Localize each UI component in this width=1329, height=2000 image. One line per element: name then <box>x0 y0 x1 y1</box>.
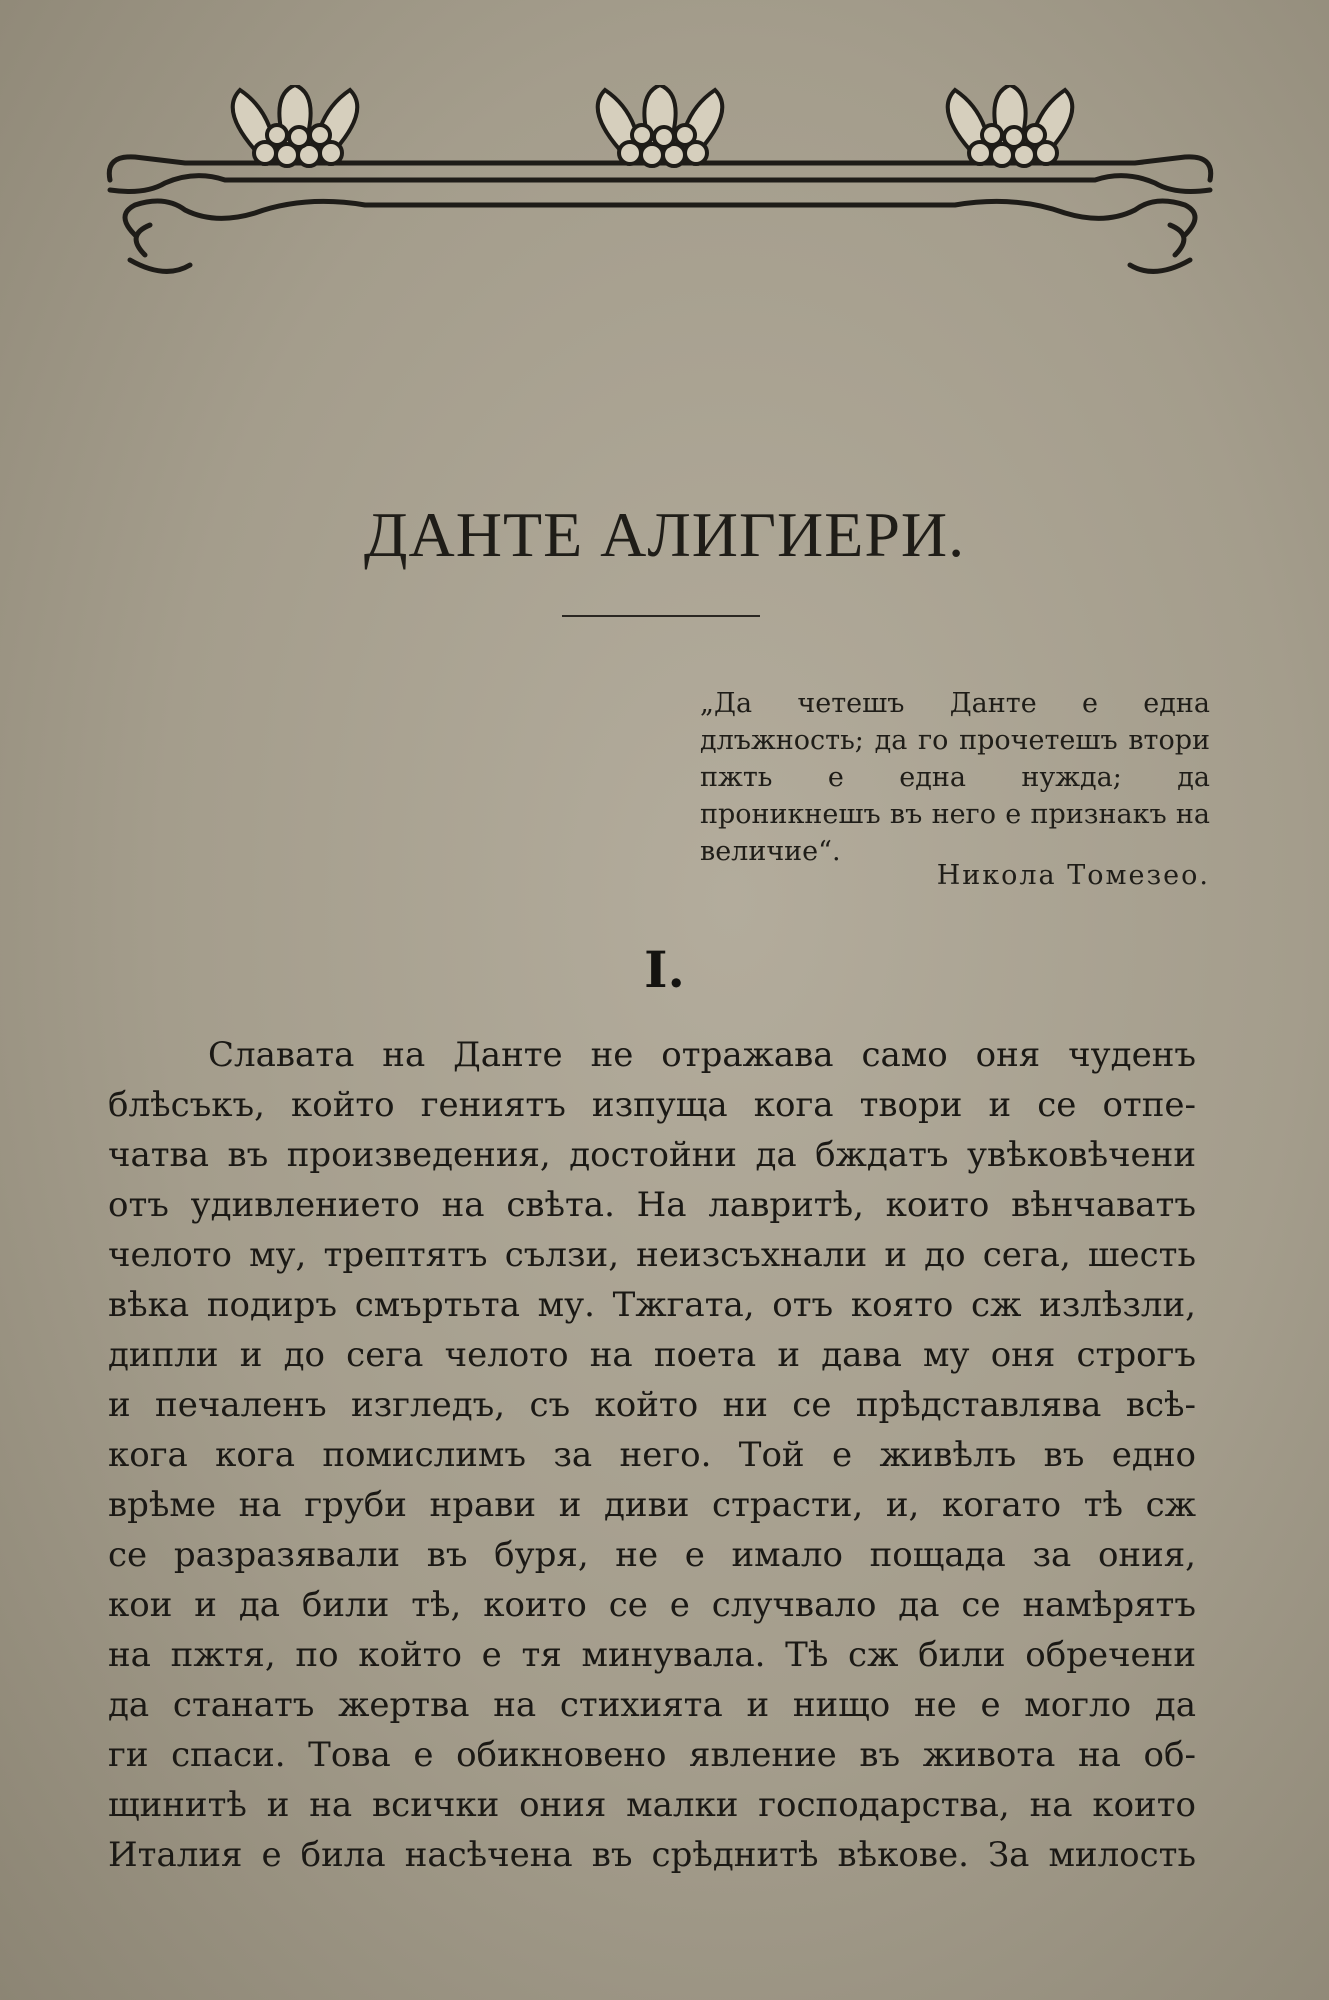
body-line: да станатъ жертва на стихията и нищо не е могло да <box>108 1685 1196 1725</box>
body-line: врѣме на груби нрави и диви страсти, и, когато тѣ сж <box>108 1485 1196 1525</box>
page-title: ДАНТЕ АЛИГИЕРИ. <box>363 499 966 570</box>
body-line: дипли и до сега челото на поета и дава му оня строгъ <box>108 1335 1196 1375</box>
title-divider <box>562 615 760 617</box>
body-line: блѣсъкъ, който гениятъ изпуща кога твори и се отпе- <box>108 1085 1196 1125</box>
body-text <box>108 1030 1196 1880</box>
body-line: отъ удивлението на свѣта. На лавритѣ, които вѣнчаватъ <box>108 1185 1196 1225</box>
body-line: и печаленъ изгледъ, съ който ни се прѣдставлява всѣ- <box>108 1385 1196 1425</box>
body-line: челото му, трептятъ сълзи, неизсъхнали и до сега, шесть <box>108 1235 1196 1275</box>
body-line: щинитѣ и на всички ония малки господарства, на които <box>108 1785 1196 1825</box>
body-line: кога кога помислимъ за него. Той е живѣлъ въ едно <box>108 1435 1196 1475</box>
body-line: кои и да били тѣ, които се е случвало да се намѣрятъ <box>108 1585 1196 1625</box>
body-line: Славата на Данте не отражава само оня чуденъ <box>208 1035 1196 1075</box>
body-line: чатва въ произведения, достойни да бждатъ увѣковѣчени <box>108 1135 1196 1175</box>
epigraph-author: Никола Томезео. <box>936 860 1210 891</box>
body-line: се разразявали въ буря, не е имало пощада за ония, <box>108 1535 1196 1575</box>
body-line: Италия е била насѣчена въ срѣднитѣ вѣкове. За милость <box>108 1835 1196 1875</box>
body-line: на пжтя, по който е тя минувала. Тѣ сж били обречени <box>108 1635 1196 1675</box>
body-line: вѣка подиръ смъртьта му. Тжгата, отъ която сж излѣзли, <box>108 1285 1196 1325</box>
floral-headpiece-icon <box>105 85 1215 280</box>
epigraph-quote: „Да четешъ Данте е една длъжность; да го прочетешъ втори пжть е една нужда; да проникнешъ въ него е признакъ на величие“. <box>700 688 1210 867</box>
body-line: ги спаси. Това е обикновено явление въ живота на об- <box>108 1735 1196 1775</box>
chapter-number: I. <box>644 940 685 999</box>
